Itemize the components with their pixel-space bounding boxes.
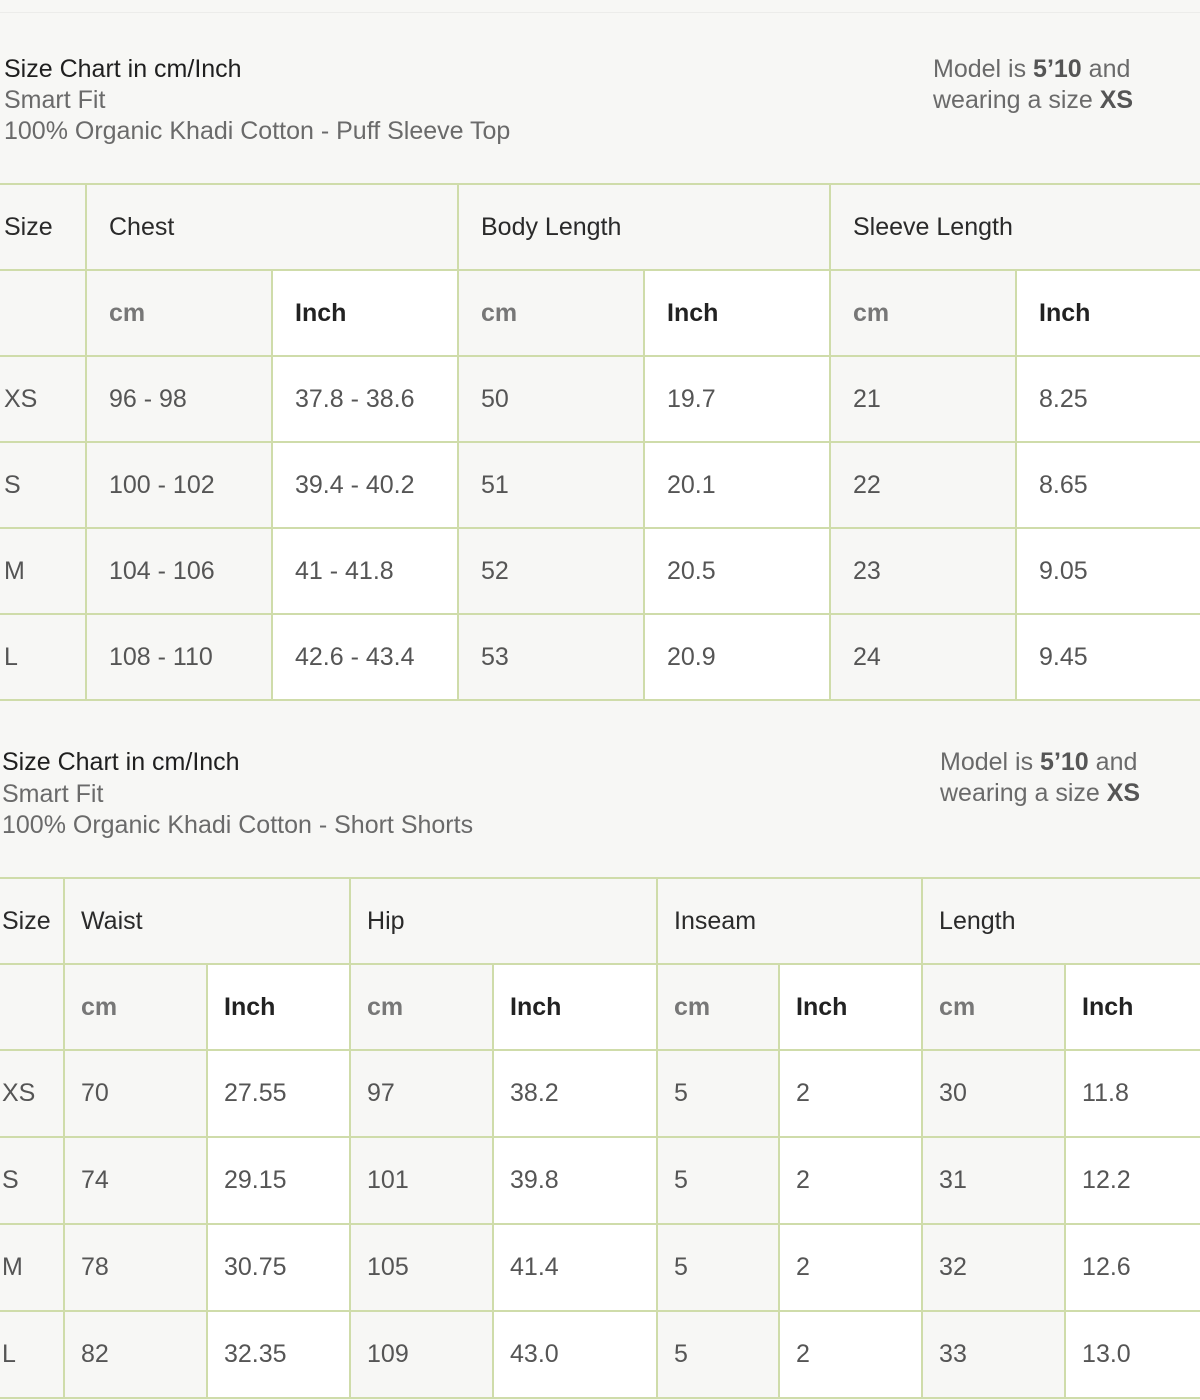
size-chart-shorts bbox=[0, 700, 1200, 1400]
inch-value-cell: 8.65 bbox=[1016, 442, 1200, 528]
table-row bbox=[0, 442, 1200, 528]
fit-label: Smart Fit bbox=[2, 780, 104, 808]
chart-header bbox=[0, 0, 1200, 184]
cm-value-cell: 5 bbox=[657, 1137, 779, 1224]
model-height: 5’10 bbox=[1040, 748, 1089, 776]
cm-value-cell: 78 bbox=[64, 1224, 207, 1311]
product-name: 100% Organic Khadi Cotton - Short Shorts bbox=[2, 811, 474, 839]
inch-value-cell: 19.7 bbox=[644, 356, 830, 442]
unit-blank bbox=[0, 964, 64, 1050]
model-note bbox=[933, 54, 1133, 116]
inch-value-cell: 42.6 - 43.4 bbox=[272, 614, 458, 700]
cm-value-cell: 5 bbox=[657, 1224, 779, 1311]
cm-value-cell: 51 bbox=[458, 442, 644, 528]
inch-value-cell: 12.2 bbox=[1065, 1137, 1200, 1224]
cm-value-cell: 24 bbox=[830, 614, 1016, 700]
cm-value-cell: 97 bbox=[350, 1050, 493, 1137]
size-table-shorts bbox=[0, 877, 1200, 1399]
cm-value-cell: 74 bbox=[64, 1137, 207, 1224]
model-note-line2: wearing a size bbox=[933, 86, 1100, 114]
cm-value-cell: 23 bbox=[830, 528, 1016, 614]
unit-inch: Inch bbox=[779, 964, 922, 1050]
table-row bbox=[0, 1311, 1200, 1398]
unit-cm: cm bbox=[922, 964, 1065, 1050]
cm-value-cell: 22 bbox=[830, 442, 1016, 528]
cm-value-cell: 32 bbox=[922, 1224, 1065, 1311]
cm-value-cell: 101 bbox=[350, 1137, 493, 1224]
group-header-body-length: Body Length bbox=[458, 184, 830, 270]
product-name: 100% Organic Khadi Cotton - Puff Sleeve Top bbox=[4, 117, 511, 145]
size-cell: S bbox=[0, 1137, 64, 1224]
group-header-waist: Waist bbox=[64, 878, 350, 964]
group-header-inseam: Inseam bbox=[657, 878, 922, 964]
inch-value-cell: 38.2 bbox=[493, 1050, 657, 1137]
inch-value-cell: 9.45 bbox=[1016, 614, 1200, 700]
inch-value-cell: 39.4 - 40.2 bbox=[272, 442, 458, 528]
table-header-row bbox=[0, 184, 1200, 270]
size-table-top bbox=[0, 183, 1200, 701]
model-note-prefix: Model is bbox=[940, 748, 1041, 776]
chart-header bbox=[0, 700, 1200, 884]
unit-inch: Inch bbox=[1016, 270, 1200, 356]
inch-value-cell: 8.25 bbox=[1016, 356, 1200, 442]
table-row bbox=[0, 356, 1200, 442]
inch-value-cell: 37.8 - 38.6 bbox=[272, 356, 458, 442]
table-body bbox=[0, 1050, 1200, 1398]
cm-value-cell: 109 bbox=[350, 1311, 493, 1398]
inch-value-cell: 29.15 bbox=[207, 1137, 350, 1224]
inch-value-cell: 39.8 bbox=[493, 1137, 657, 1224]
unit-cm: cm bbox=[64, 964, 207, 1050]
table-row bbox=[0, 1137, 1200, 1224]
size-cell: XS bbox=[0, 356, 86, 442]
size-cell: M bbox=[0, 528, 86, 614]
model-note-middle: and bbox=[1081, 55, 1131, 83]
model-note bbox=[940, 747, 1140, 809]
inch-value-cell: 41.4 bbox=[493, 1224, 657, 1311]
inch-value-cell: 2 bbox=[779, 1311, 922, 1398]
group-header-chest: Chest bbox=[86, 184, 458, 270]
model-note-middle: and bbox=[1088, 748, 1138, 776]
size-cell: L bbox=[0, 1311, 64, 1398]
group-header-hip: Hip bbox=[350, 878, 657, 964]
fit-label: Smart Fit bbox=[4, 86, 106, 114]
unit-cm: cm bbox=[830, 270, 1016, 356]
unit-cm: cm bbox=[657, 964, 779, 1050]
model-size: XS bbox=[1099, 86, 1134, 114]
unit-inch: Inch bbox=[1065, 964, 1200, 1050]
cm-value-cell: 100 - 102 bbox=[86, 442, 272, 528]
cm-value-cell: 31 bbox=[922, 1137, 1065, 1224]
unit-inch: Inch bbox=[644, 270, 830, 356]
cm-value-cell: 50 bbox=[458, 356, 644, 442]
size-cell: S bbox=[0, 442, 86, 528]
cm-value-cell: 108 - 110 bbox=[86, 614, 272, 700]
cm-value-cell: 70 bbox=[64, 1050, 207, 1137]
inch-value-cell: 43.0 bbox=[493, 1311, 657, 1398]
chart-title: Size Chart in cm/Inch bbox=[4, 55, 242, 83]
inch-value-cell: 13.0 bbox=[1065, 1311, 1200, 1398]
cm-value-cell: 82 bbox=[64, 1311, 207, 1398]
size-cell: XS bbox=[0, 1050, 64, 1137]
size-header: Size bbox=[0, 878, 64, 964]
size-header: Size bbox=[0, 184, 86, 270]
table-row bbox=[0, 614, 1200, 700]
model-height: 5’10 bbox=[1033, 55, 1082, 83]
unit-blank bbox=[0, 270, 86, 356]
size-cell: L bbox=[0, 614, 86, 700]
table-row bbox=[0, 1050, 1200, 1137]
unit-inch: Inch bbox=[207, 964, 350, 1050]
inch-value-cell: 20.9 bbox=[644, 614, 830, 700]
inch-value-cell: 30.75 bbox=[207, 1224, 350, 1311]
chart-title: Size Chart in cm/Inch bbox=[2, 748, 240, 776]
inch-value-cell: 2 bbox=[779, 1224, 922, 1311]
size-cell: M bbox=[0, 1224, 64, 1311]
inch-value-cell: 32.35 bbox=[207, 1311, 350, 1398]
unit-cm: cm bbox=[350, 964, 493, 1050]
cm-value-cell: 96 - 98 bbox=[86, 356, 272, 442]
cm-value-cell: 53 bbox=[458, 614, 644, 700]
inch-value-cell: 12.6 bbox=[1065, 1224, 1200, 1311]
table-header-row bbox=[0, 878, 1200, 964]
model-note-line2: wearing a size bbox=[940, 779, 1107, 807]
model-note-prefix: Model is bbox=[933, 55, 1034, 83]
table-row bbox=[0, 528, 1200, 614]
group-header-sleeve-length: Sleeve Length bbox=[830, 184, 1200, 270]
cm-value-cell: 52 bbox=[458, 528, 644, 614]
inch-value-cell: 27.55 bbox=[207, 1050, 350, 1137]
group-header-length: Length bbox=[922, 878, 1200, 964]
unit-cm: cm bbox=[458, 270, 644, 356]
cm-value-cell: 21 bbox=[830, 356, 1016, 442]
inch-value-cell: 2 bbox=[779, 1137, 922, 1224]
table-row bbox=[0, 1224, 1200, 1311]
unit-row bbox=[0, 270, 1200, 356]
unit-inch: Inch bbox=[493, 964, 657, 1050]
table-body bbox=[0, 356, 1200, 700]
inch-value-cell: 20.1 bbox=[644, 442, 830, 528]
inch-value-cell: 41 - 41.8 bbox=[272, 528, 458, 614]
model-size: XS bbox=[1106, 779, 1141, 807]
cm-value-cell: 5 bbox=[657, 1050, 779, 1137]
cm-value-cell: 104 - 106 bbox=[86, 528, 272, 614]
inch-value-cell: 2 bbox=[779, 1050, 922, 1137]
unit-row bbox=[0, 964, 1200, 1050]
inch-value-cell: 20.5 bbox=[644, 528, 830, 614]
unit-cm: cm bbox=[86, 270, 272, 356]
cm-value-cell: 105 bbox=[350, 1224, 493, 1311]
cm-value-cell: 30 bbox=[922, 1050, 1065, 1137]
inch-value-cell: 11.8 bbox=[1065, 1050, 1200, 1137]
cm-value-cell: 33 bbox=[922, 1311, 1065, 1398]
cm-value-cell: 5 bbox=[657, 1311, 779, 1398]
unit-inch: Inch bbox=[272, 270, 458, 356]
inch-value-cell: 9.05 bbox=[1016, 528, 1200, 614]
